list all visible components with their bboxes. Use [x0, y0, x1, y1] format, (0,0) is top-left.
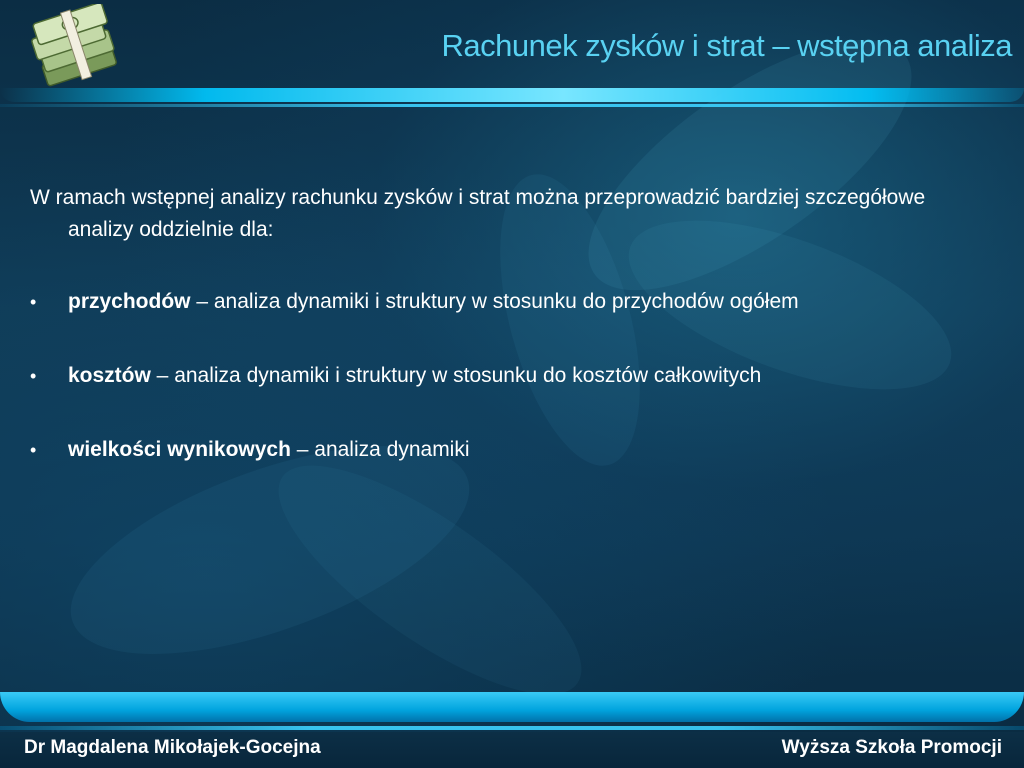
bullet-icon: •: [30, 292, 37, 312]
footer-author: Dr Magdalena Mikołajek-Gocejna: [24, 737, 321, 758]
bullet-term: wielkości wynikowych: [68, 438, 291, 461]
bullet-icon: •: [30, 366, 37, 386]
footer-line: [0, 726, 1024, 730]
list-item: [30, 434, 990, 466]
bullet-description: – analiza dynamiki i struktury w stosunku do kosztów całkowitych: [150, 364, 762, 387]
list-item: [30, 286, 990, 318]
bullet-term: przychodów: [68, 290, 191, 313]
money-stack-icon: [24, 4, 128, 92]
footer-institution: Wyższa Szkoła Promocji: [781, 737, 1002, 758]
list-item: [30, 360, 990, 392]
slide-content: [30, 182, 990, 508]
header-line: [0, 104, 1024, 107]
bullet-description: – analiza dynamiki: [290, 438, 470, 461]
bullet-icon: •: [30, 440, 37, 460]
slide-title: Rachunek zysków i strat – wstępna analiza: [441, 28, 1012, 63]
footer-glow-bar: [0, 692, 1024, 722]
bullet-description: – analiza dynamiki i struktury w stosunku do przychodów ogółem: [190, 290, 799, 313]
intro-paragraph: W ramach wstępnej analizy rachunku zysków i strat można przeprowadzić bardziej szczegółowe analizy oddzielnie dla:: [30, 186, 926, 241]
bullet-list: [30, 286, 990, 466]
bullet-term: kosztów: [68, 364, 151, 387]
header-glow-bar: [0, 88, 1024, 102]
